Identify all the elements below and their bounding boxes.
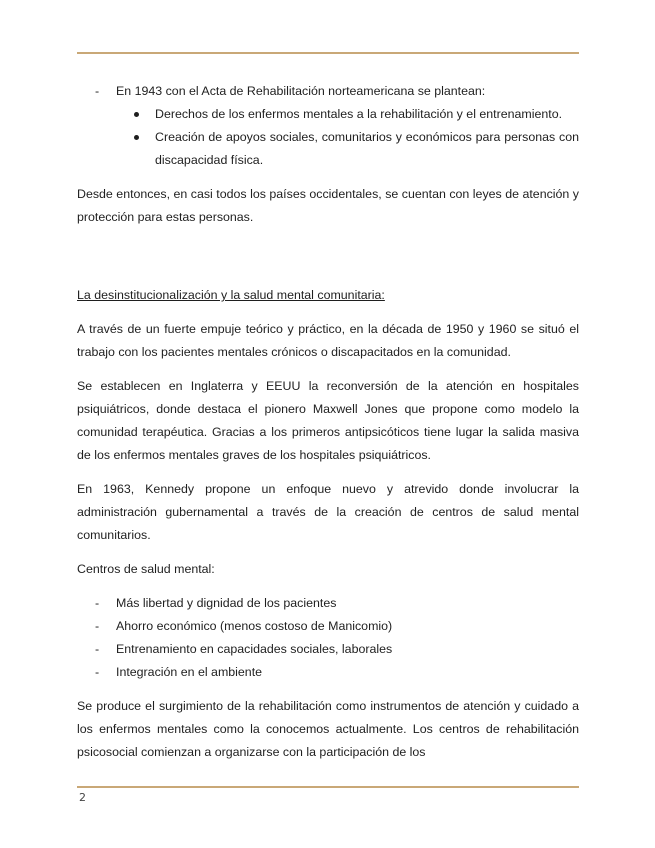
- bullet-dot-icon: [134, 135, 139, 140]
- section-spacer: [77, 240, 579, 284]
- header-rule: [77, 52, 579, 54]
- page-number: 2: [79, 791, 86, 804]
- intro-list: [77, 80, 579, 172]
- list-item: [77, 592, 579, 615]
- list-item: [116, 126, 579, 172]
- list-item: [77, 80, 579, 172]
- dash-marker: -: [95, 619, 100, 633]
- paragraph: En 1963, Kennedy propone un enfoque nuevo y atrevido donde involucrar la administración gubernamental a través de la creación de centros de salud mental comunitarios.: [77, 482, 579, 542]
- dash-marker: -: [95, 596, 100, 610]
- list-item: [116, 103, 579, 126]
- intro-item-text: En 1943 con el Acta de Rehabilitación norteamericana se plantean:: [116, 84, 486, 98]
- dash-marker: -: [95, 665, 100, 679]
- dash-marker: -: [95, 642, 100, 656]
- centros-item-text: Entrenamiento en capacidades sociales, laborales: [116, 642, 393, 656]
- footer-rule: [77, 786, 579, 788]
- paragraph: Desde entonces, en casi todos los países occidentales, se cuentan con leyes de atención y protección para estas personas.: [77, 187, 579, 224]
- centros-item-text: Ahorro económico (menos costoso de Manicomio): [116, 619, 393, 633]
- page-body: [77, 80, 579, 775]
- paragraph: Se produce el surgimiento de la rehabilitación como instrumentos de atención y cuidado a los enfermos mentales como la conocemos actualmente. Los centros de rehabilitación psicosocial comienzan a organizarse con la participación de los: [77, 699, 579, 759]
- list-item: [77, 661, 579, 684]
- list-item: [77, 638, 579, 661]
- paragraph: A través de un fuerte empuje teórico y práctico, en la década de 1950 y 1960 se situó el trabajo con los pacientes mentales crónicos o discapacitados en la comunidad.: [77, 322, 579, 359]
- centros-list: [77, 592, 579, 684]
- dash-marker: -: [95, 84, 100, 98]
- section-heading: La desinstitucionalización y la salud mental comunitaria:: [77, 288, 385, 302]
- bullet-text: Derechos de los enfermos mentales a la rehabilitación y el entrenamiento.: [155, 107, 563, 121]
- centros-item-text: Integración en el ambiente: [116, 665, 263, 679]
- list-item: [77, 615, 579, 638]
- centros-item-text: Más libertad y dignidad de los pacientes: [116, 596, 337, 610]
- bullet-dot-icon: [134, 112, 139, 117]
- centros-label: Centros de salud mental:: [77, 562, 215, 576]
- paragraph: Se establecen en Inglaterra y EEUU la reconversión de la atención en hospitales psiquiátricos, donde destaca el pionero Maxwell Jones que propone como modelo la comunidad terapéutica. Gracias a los primeros antipsicóticos tiene lugar la salida masiva de los enfermos mentales graves de los hospitales psiquiátricos.: [77, 379, 579, 462]
- bullet-text: Creación de apoyos sociales, comunitarios y económicos para personas con discapacidad física.: [155, 130, 579, 167]
- bullet-list: [116, 103, 579, 172]
